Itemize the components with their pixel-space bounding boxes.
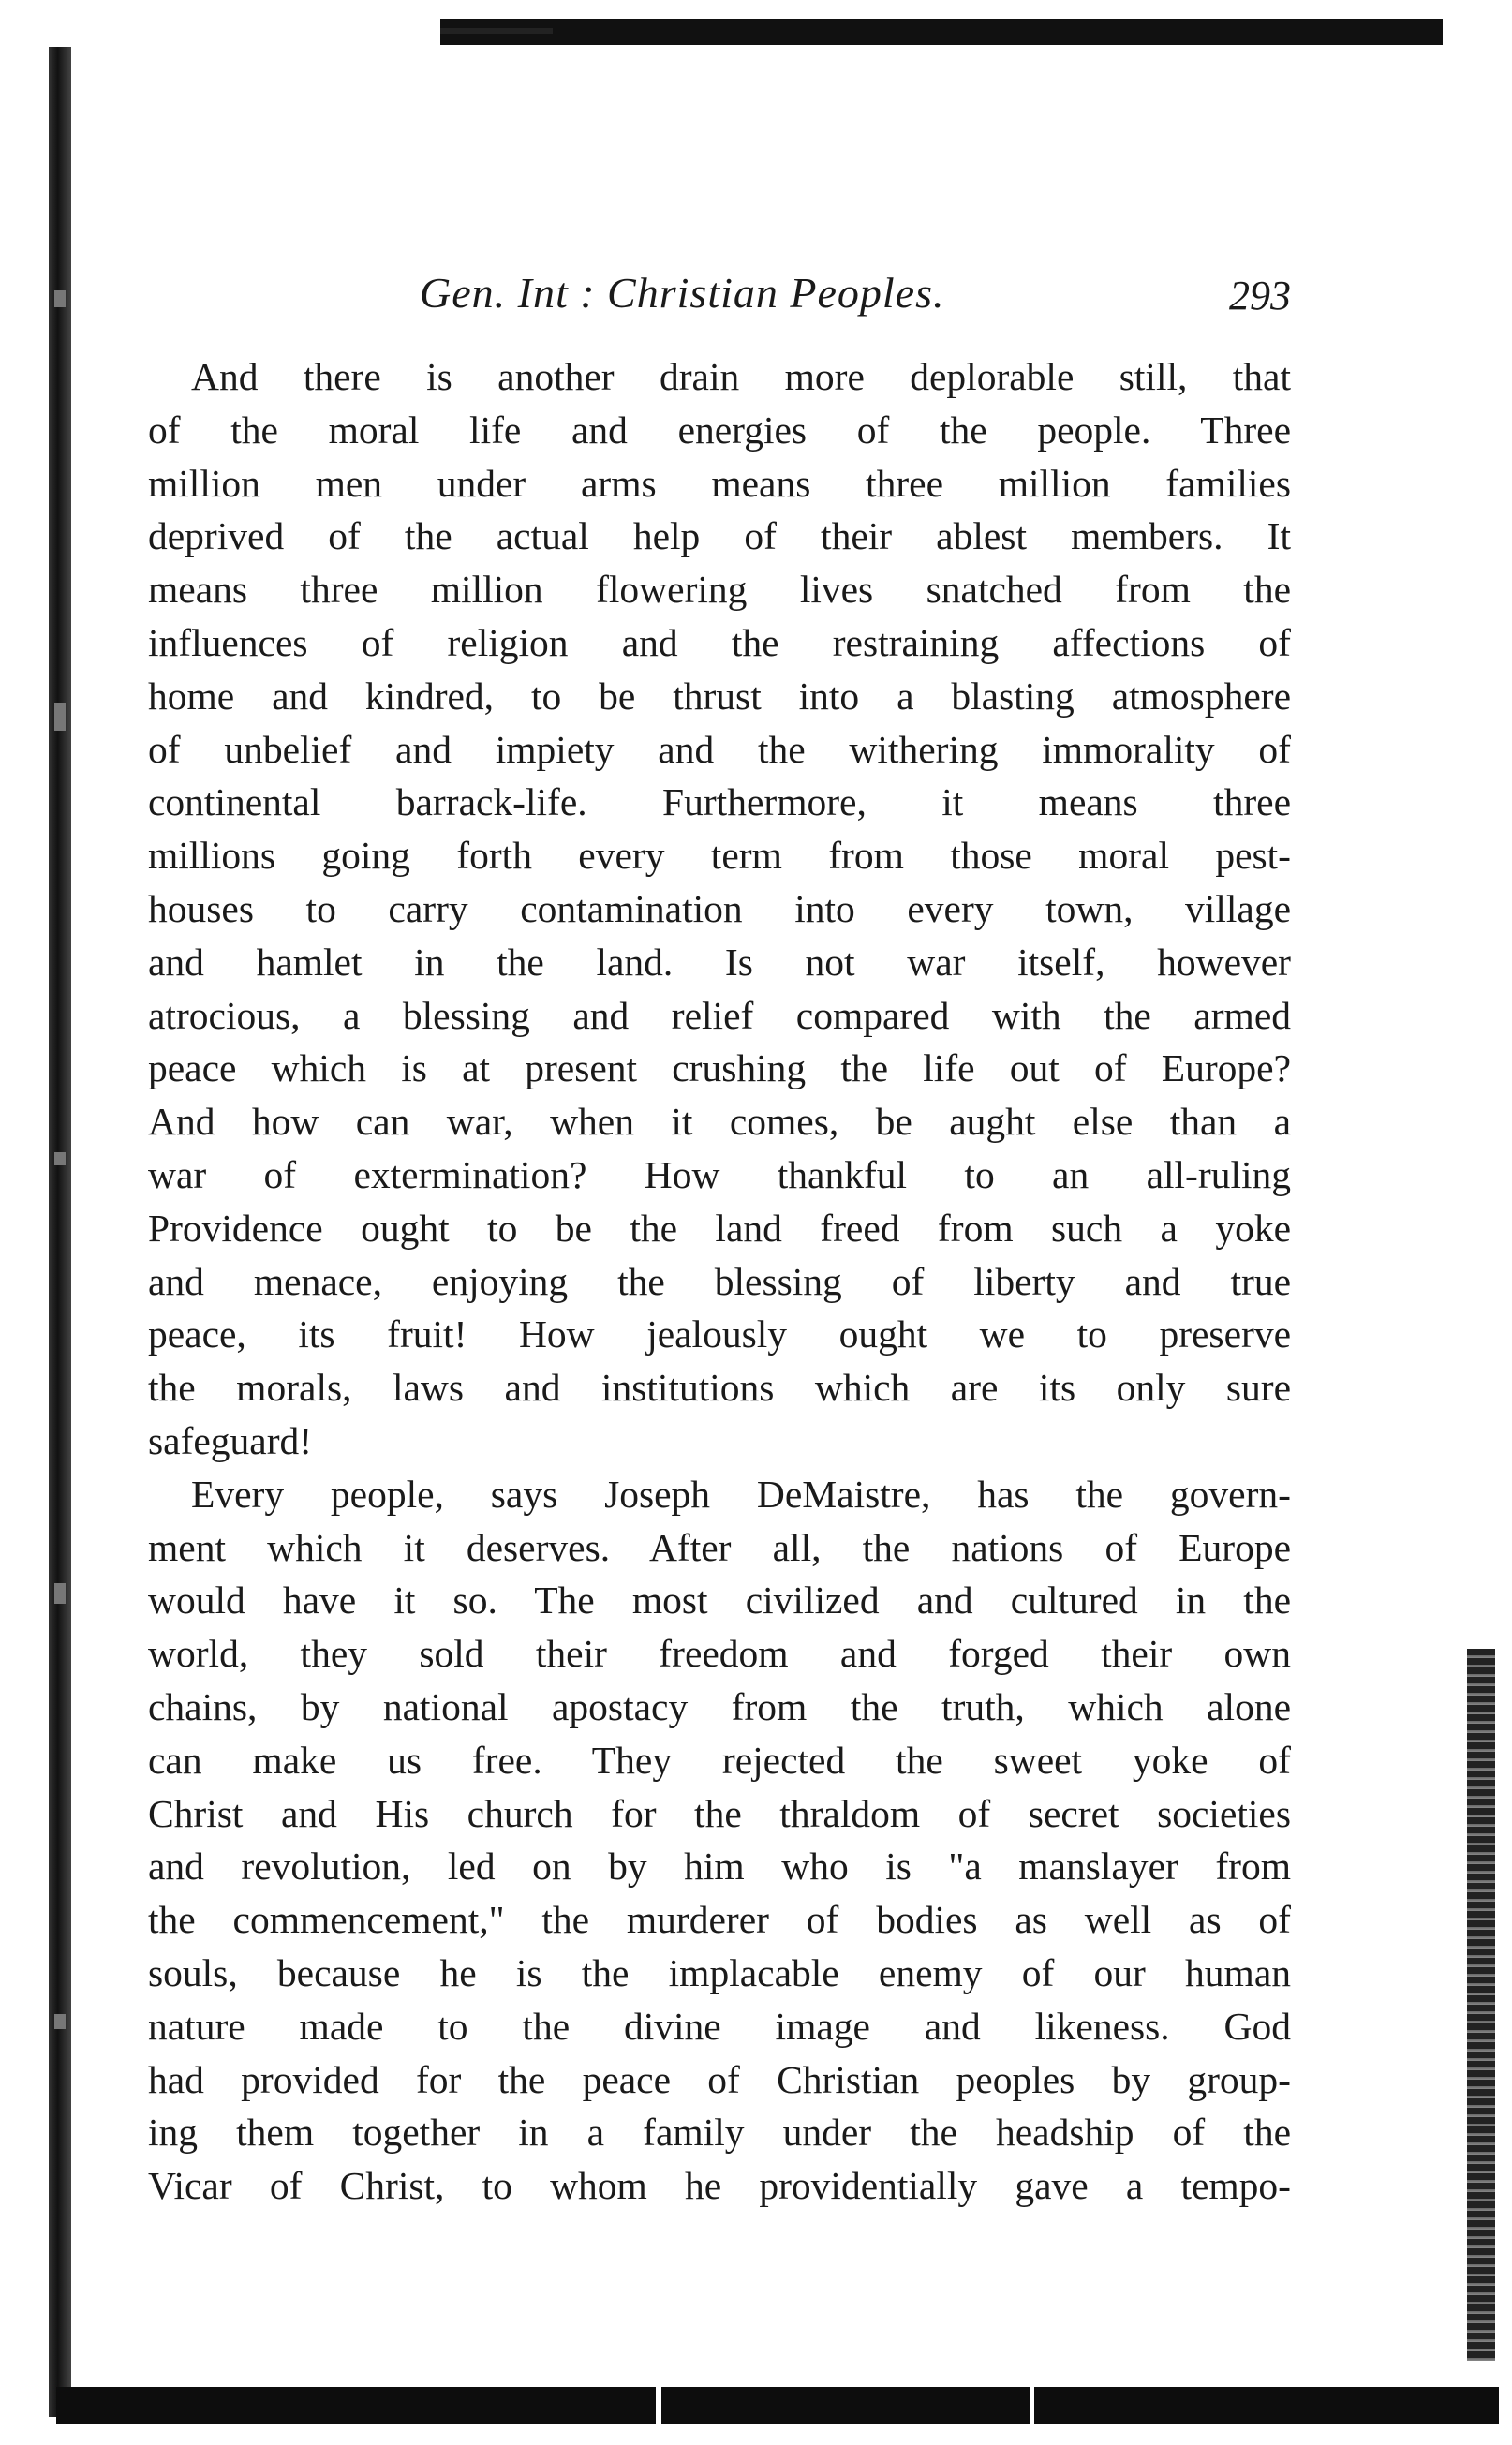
- text-line: home and kindred, to be thrust into a blasting atmosphere: [148, 674, 1291, 718]
- scan-border-right: [1467, 1649, 1495, 2361]
- text-line: safeguard!: [148, 1418, 313, 1462]
- text-line: Christ and His church for the thraldom of secret societies: [148, 1791, 1291, 1835]
- text-line: the morals, laws and institutions which are its only sure: [148, 1366, 1291, 1410]
- text-line: Providence ought to be the land freed from such a yoke: [148, 1206, 1291, 1250]
- text-line: ing them together in a family under the headship of the: [148, 2111, 1291, 2155]
- text-line: the commencement," the murderer of bodies as well as of: [148, 1898, 1291, 1942]
- text-line: souls, because he is the implacable enemy of our human: [148, 1950, 1291, 1994]
- text-line: Vicar of Christ, to whom he providentially gave a tempo-: [148, 2164, 1291, 2208]
- page-number: 293: [1229, 273, 1291, 319]
- body-text: [148, 350, 1291, 2213]
- text-line: Every people, says Joseph DeMaistre, has the govern-: [191, 1472, 1291, 1516]
- text-line: deprived of the actual help of their ablest members. It: [148, 514, 1291, 558]
- text-line: would have it so. The most civilized and cultured in the: [148, 1578, 1291, 1623]
- scan-border-left: [49, 47, 71, 2417]
- text-line: had provided for the peace of Christian peoples by group-: [148, 2057, 1291, 2101]
- text-line: and menace, enjoying the blessing of liberty and true: [148, 1259, 1291, 1303]
- text-line: of unbelief and impiety and the withering immorality of: [148, 727, 1291, 771]
- text-line: ment which it deserves. After all, the nations of Europe: [148, 1525, 1291, 1569]
- text-line: peace which is at present crushing the life out of Europe?: [148, 1046, 1291, 1090]
- book-page: [148, 253, 1291, 2213]
- text-line: nature made to the divine image and likeness. God: [148, 2004, 1291, 2048]
- scan-border-bottom: [56, 2387, 1499, 2424]
- text-line: houses to carry contamination into every town, village: [148, 886, 1291, 930]
- text-line: world, they sold their freedom and forged their own: [148, 1632, 1291, 1676]
- text-line: means three million flowering lives snatched from the: [148, 568, 1291, 612]
- text-line: atrocious, a blessing and relief compared with the armed: [148, 993, 1291, 1037]
- running-title: Gen. Int : Christian Peoples.: [420, 269, 945, 317]
- text-line: and revolution, led on by him who is "a manslayer from: [148, 1845, 1291, 1889]
- text-line: influences of religion and the restraining affections of: [148, 620, 1291, 664]
- text-line: million men under arms means three million families: [148, 461, 1291, 505]
- text-line: of the moral life and energies of the people. Three: [148, 408, 1291, 452]
- text-line: continental barrack-life. Furthermore, it means three: [148, 780, 1291, 824]
- text-line: chains, by national apostacy from the truth, which alone: [148, 1684, 1291, 1728]
- text-line: And how can war, when it comes, be aught else than a: [148, 1100, 1291, 1144]
- scan-border-top: [440, 0, 1443, 45]
- paragraph: [148, 1468, 1291, 2213]
- text-line: millions going forth every term from those moral pest-: [148, 834, 1291, 878]
- text-line: peace, its fruit! How jealously ought we to preserve: [148, 1312, 1291, 1356]
- text-line: can make us free. They rejected the sweet yoke of: [148, 1738, 1291, 1782]
- paragraph: [148, 350, 1291, 1468]
- text-line: war of extermination? How thankful to an all-ruling: [148, 1152, 1291, 1196]
- text-line: and hamlet in the land. Is not war itself, however: [148, 940, 1291, 984]
- running-head: [148, 253, 1291, 337]
- text-line: And there is another drain more deplorable still, that: [191, 355, 1291, 398]
